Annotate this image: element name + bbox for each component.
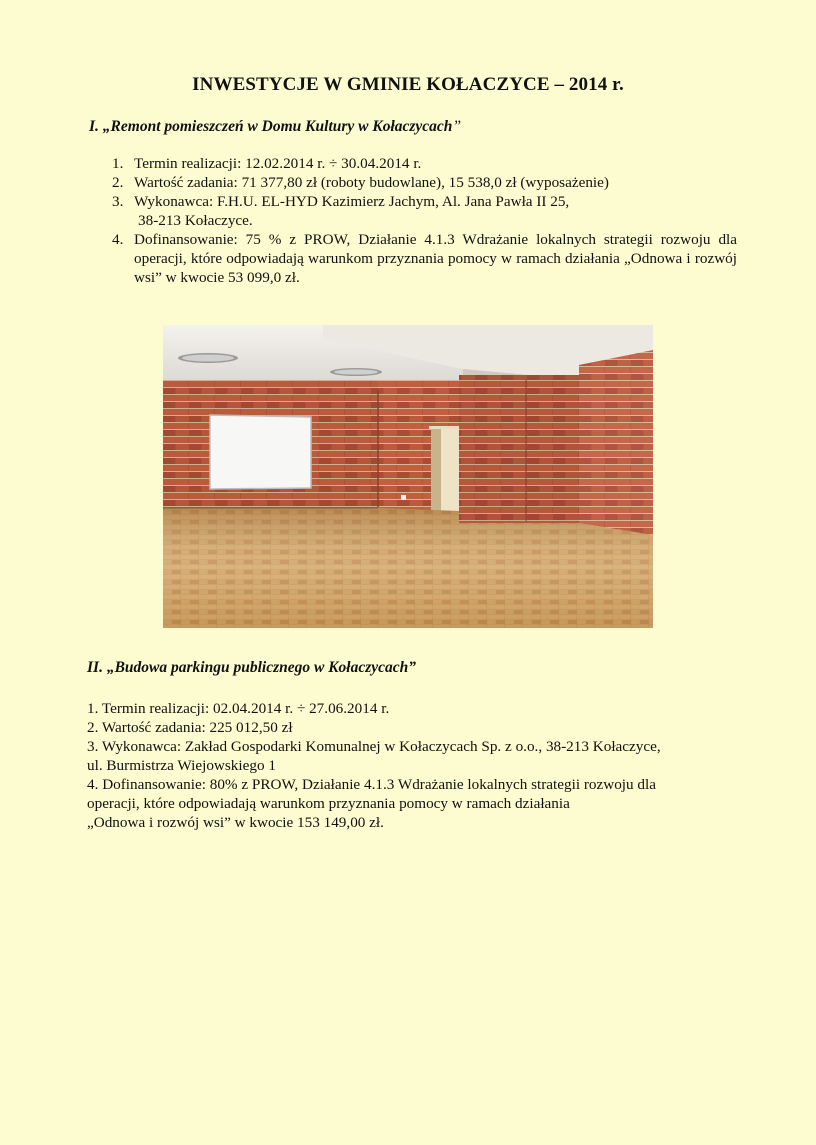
- section-1-close-quote: ”: [452, 118, 462, 135]
- section-1-heading: [89, 118, 461, 136]
- list-item-number: 1.: [112, 155, 124, 172]
- section-2-name: Budowa parkingu publicznego w Kołaczycach: [114, 659, 409, 676]
- list-item-text: Wykonawca: F.H.U. EL-HYD Kazimierz Jachym, Al. Jana Pawła II 25,: [134, 193, 570, 210]
- section-1-open-quote: „: [102, 118, 111, 135]
- list-item-text: Termin realizacji: 12.02.2014 r. ÷ 30.04.2014 r.: [134, 155, 422, 172]
- section-1-name: Remont pomieszczeń w Domu Kultury w Kołaczycach: [110, 118, 453, 135]
- list-item: [112, 154, 737, 173]
- section-2-prefix: II.: [87, 659, 107, 676]
- list-item-text: Dofinansowanie: 75 % z PROW, Działanie 4.1.3 Wdrażanie lokalnych strategii rozwoju dla operacji, które odpowiadają warunkom przyznania pomocy w ramach działania „Odnowa i rozwój wsi” w kwocie 53 099,0 zł.: [134, 231, 737, 286]
- section-1-list: [112, 154, 737, 287]
- list-line: 4. Dofinansowanie: 80% z PROW, Działanie 4.1.3 Wdrażanie lokalnych strategii rozwoju dla: [87, 776, 656, 793]
- list-item-text-continued: 38-213 Kołaczyce.: [138, 212, 253, 229]
- list-item-number: 3.: [112, 193, 124, 210]
- list-item: [112, 173, 737, 192]
- room-photo: [163, 325, 653, 628]
- section-2-list: [87, 699, 747, 832]
- list-line: operacji, które odpowiadają warunkom przyznania pomocy w ramach działania: [87, 795, 570, 812]
- list-line: 2. Wartość zadania: 225 012,50 zł: [87, 719, 293, 736]
- list-line: „Odnowa i rozwój wsi” w kwocie 153 149,00 zł.: [87, 814, 384, 831]
- list-line: 1. Termin realizacji: 02.04.2014 r. ÷ 27.06.2014 r.: [87, 700, 390, 717]
- section-2-open-quote: „: [106, 659, 115, 676]
- section-2-heading: [87, 659, 416, 677]
- list-item-text: Wartość zadania: 71 377,80 zł (roboty budowlane), 15 538,0 zł (wyposażenie): [134, 174, 609, 191]
- list-item: [112, 192, 737, 230]
- list-line: ul. Burmistrza Wiejowskiego 1: [87, 757, 276, 774]
- section-2-close-quote: ”: [408, 659, 417, 676]
- page-title: INWESTYCJE W GMINIE KOŁACZYCE – 2014 r.: [192, 74, 624, 95]
- section-1-prefix: I.: [89, 118, 103, 135]
- list-item: [112, 230, 737, 287]
- list-line: 3. Wykonawca: Zakład Gospodarki Komunalnej w Kołaczycach Sp. z o.o., 38-213 Kołaczyce,: [87, 738, 661, 755]
- list-item-number: 4.: [112, 231, 124, 248]
- list-item-number: 2.: [112, 174, 124, 191]
